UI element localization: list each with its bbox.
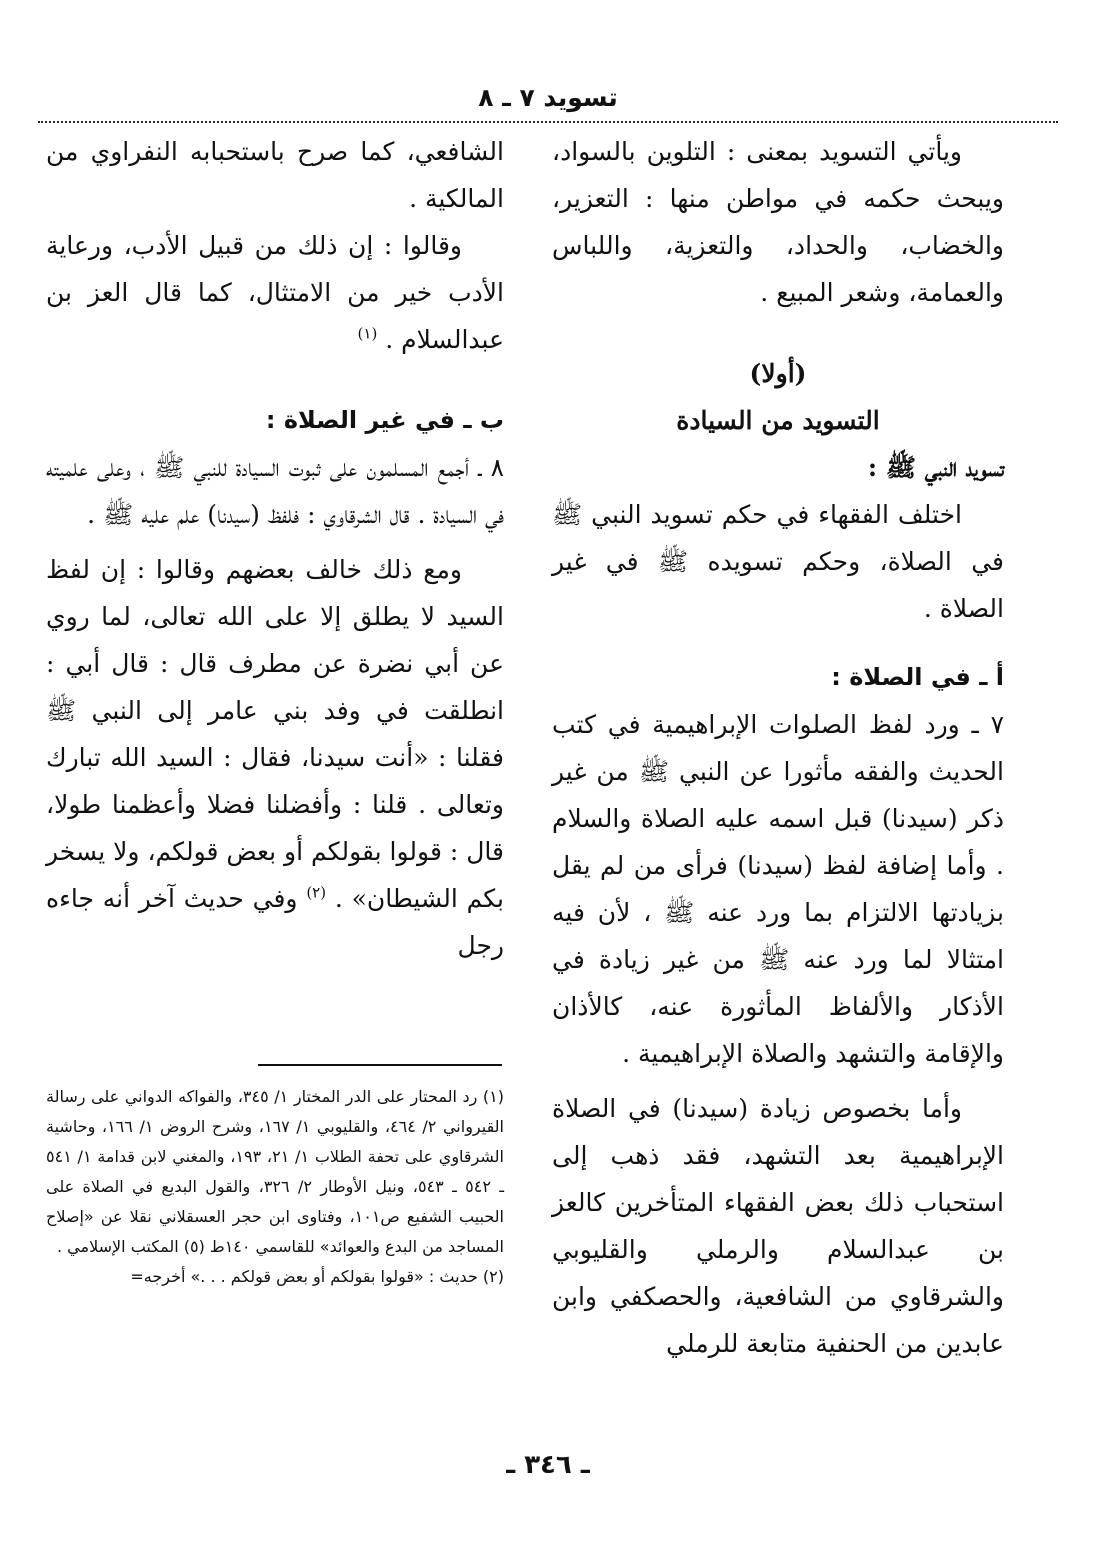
- footnotes: [46, 1082, 504, 1292]
- paragraph-khusus: وأما بخصوص زيادة (سيدنا) في الصلاة الإبراهيمية بعد التشهد، فقد ذهب إلى استحباب ذلك بعض الفقهاء المتأخرين كالعز بن عبدالسلام والرملي والقليوبي والشرقاوي من الشافعية، والحصكفي وابن عابدين من الحنفية متابعة للرملي: [552, 1094, 1004, 1358]
- intro-paragraph: ويأتي التسويد بمعنى : التلوين بالسواد، ويبحث حكمه في مواطن منها : التعزير، والخضاب، والحداد، والتعزية، واللباس والعمامة، وشعر المبيع .: [552, 137, 1004, 307]
- paragraph-7: ٧ ـ ورد لفظ الصلوات الإبراهيمية في كتب الحديث والفقه مأثورا عن النبي ﷺ من غير ذكر (سيدنا) قبل اسمه عليه الصلاة والسلام . وأما إضافة لفظ (سيدنا) فرأى من لم يقل بزيادتها الالتزام بما ورد عنه ﷺ ، لأن فيه امتثالا لما ورد عنه ﷺ من غير زيادة في الأذكار والألفاظ المأثورة عنه، كالأذان والإقامة والتشهد والصلاة الإبراهيمية .: [552, 710, 1004, 1068]
- paragraph-maa-tail: وفي حديث آخر أنه جاءه رجل: [46, 884, 504, 960]
- footnote-divider: [258, 1064, 502, 1066]
- heading-a-in-prayer: أ ـ في الصلاة :: [831, 663, 1004, 691]
- paragraph-maa-text: ومع ذلك خالف بعضهم وقالوا : إن لفظ السيد لا يطلق إلا على الله تعالى، لما روي عن أبي نضرة عن مطرف قال : قال أبي : انطلقت في وفد بني عامر إلى النبي ﷺ فقلنا : «أنت سيدنا، فقال : السيد الله تبارك وتعالى . قلنا : وأفضلنا فضلا وأعظمنا طولا، قال : قولوا بقولكم أو بعض قولكم، ولا يسخر بكم الشيطان» .: [46, 555, 504, 913]
- heading-b-outside-prayer: ب ـ في غير الصلاة :: [265, 406, 504, 434]
- paragraph-qalu-text: وقالوا : إن ذلك من قبيل الأدب، ورعاية الأدب خير من الامتثال، كما قال العز بن عبدالسلام .: [46, 231, 504, 354]
- right-column: [552, 128, 1004, 1458]
- page-number: ـ ٣٤٦ ـ: [506, 1450, 590, 1480]
- footnote-ref-1: (١): [357, 324, 378, 343]
- paragraph-qalu: [46, 222, 504, 363]
- subtitle-taswid-nabi: تسويد النبي ﷺ :: [867, 453, 1004, 482]
- paragraph-ikhtilaf: اختلف الفقهاء في حكم تسويد النبي ﷺ في الصلاة، وحكم تسويده ﷺ في غير الصلاة .: [552, 500, 1004, 623]
- footnote-1: (١) رد المحتار على الدر المختار ١/ ٣٤٥، والفواكه الدواني على رسالة القيرواني ٢/ ٤٦٤، والقليوبي ١/ ١٦٧، وشرح الروض ١/ ١٦٦، وحاشية الشرقاوي على تحفة الطلاب ١/ ٢١، ١٩٣، والمغني لابن قدامة ١/ ٥٤١ ـ ٥٤٢ ـ ٥٤٣، ونيل الأوطار ٢/ ٣٢٦، والقول البديع في الصلاة على الحبيب الشفيع ص١٠١، وفتاوى ابن حجر العسقلاني نقلا عن «إصلاح المساجد من البدع والعوائد» للقاسمي ١٤٠ط (٥) المكتب الإسلامي .: [46, 1087, 505, 1256]
- section-title: التسويد من السيادة: [676, 406, 880, 435]
- footnote-ref-2: (٢): [306, 883, 327, 902]
- paragraph-maa: [46, 546, 504, 969]
- header-divider: [38, 121, 1058, 123]
- footnote-2: (٢) حديث : «قولوا بقولكم أو بعض قولكم . . .» أخرجه=: [130, 1267, 504, 1286]
- left-column: [46, 128, 504, 1048]
- paragraph-shafii: الشافعي، كما صرح باستحبابه النفراوي من المالكية .: [46, 137, 504, 213]
- paragraph-8: ٨ ـ أجمع المسلمون على ثبوت السيادة للنبي ﷺ ، وعلى علميته في السيادة . قال الشرقاوي : فلفظ (سيدنا) علم عليه ﷺ .: [46, 453, 504, 529]
- section-label: (أولا): [749, 359, 807, 388]
- page-header-title: تسويد ٧ ـ ٨: [478, 83, 618, 112]
